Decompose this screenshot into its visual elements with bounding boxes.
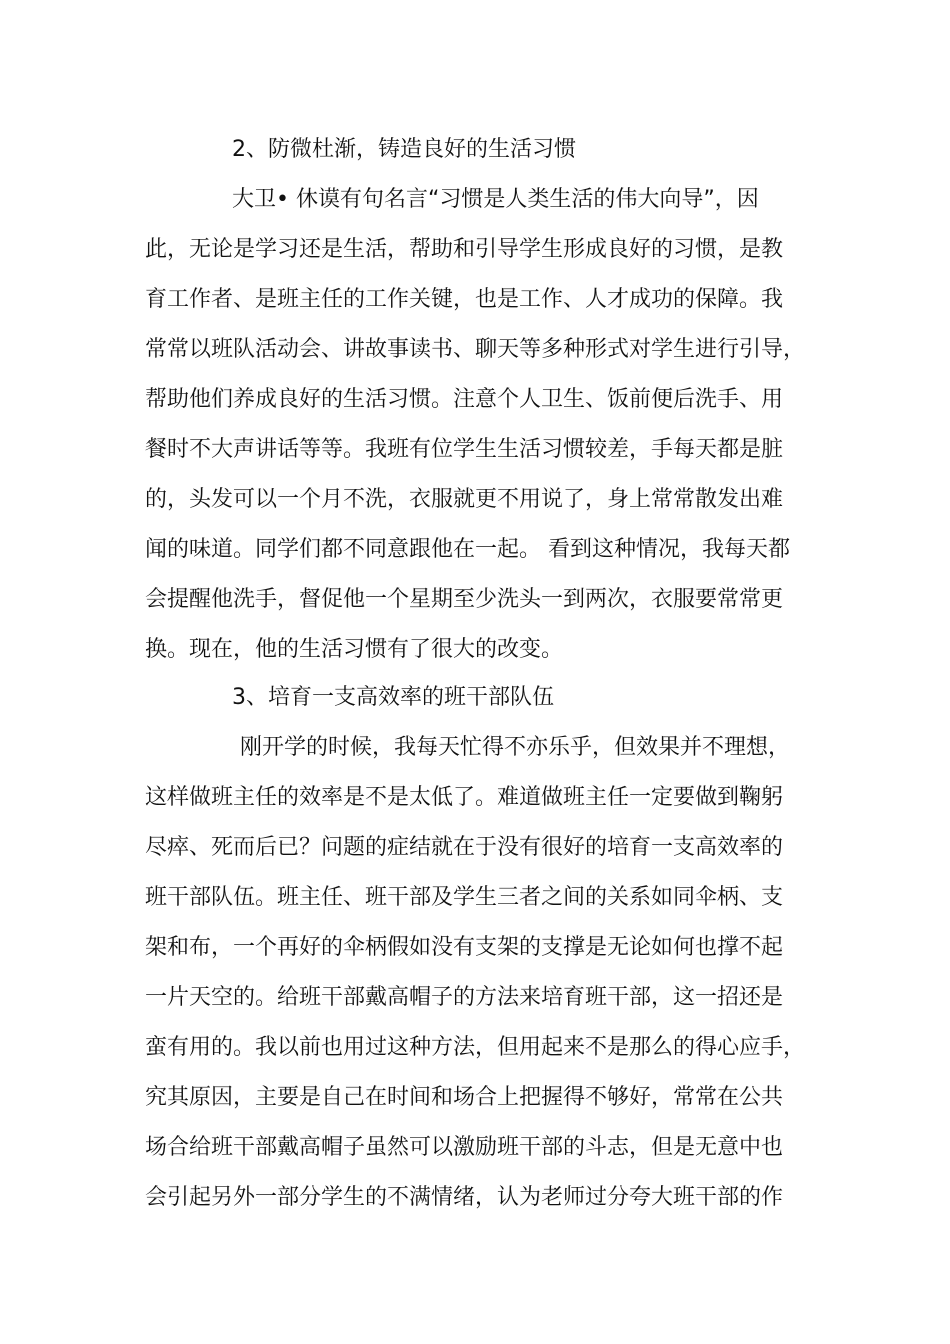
paragraph-line: 会提醒他洗手，督促他一个星期至少洗头一到两次，衣服要常常更: [145, 587, 784, 612]
paragraph-line: 究其原因，主要是自己在时间和场合上把握得不够好，常常在公共: [145, 1085, 784, 1110]
paragraph-line: 架和布，一个再好的伞柄假如没有支架的支撑是无论如何也撑不起: [145, 935, 784, 960]
section-heading-2: 2、防微杜渐，铸造良好的生活习惯: [232, 137, 576, 162]
paragraph-line: 育工作者、是班主任的工作关键，也是工作、人才成功的保障。我: [145, 287, 784, 312]
paragraph-line: 闻的味道。同学们都不同意跟他在一起。 看到这种情况，我每天都: [145, 537, 790, 562]
paragraph-line: 此，无论是学习还是生活，帮助和引导学生形成良好的习惯，是教: [145, 237, 784, 262]
paragraph-line: 这样做班主任的效率是不是太低了。难道做班主任一定要做到鞠躬: [145, 785, 784, 810]
paragraph-line: 场合给班干部戴高帽子虽然可以激励班干部的斗志，但是无意中也: [145, 1135, 784, 1160]
paragraph-line: 餐时不大声讲话等等。我班有位学生生活习惯较差，手每天都是脏: [145, 437, 784, 462]
paragraph-line: 尽瘁、死而后已？问题的症结就在于没有很好的培育一支高效率的: [145, 835, 784, 860]
paragraph-line: 帮助他们养成良好的生活习惯。注意个人卫生、饭前便后洗手、用: [145, 387, 784, 412]
paragraph-line: 一片天空的。给班干部戴高帽子的方法来培育班干部，这一招还是: [145, 985, 784, 1010]
paragraph-line: 常常以班队活动会、讲故事读书、聊天等多种形式对学生进行引导，: [145, 337, 806, 362]
section-heading-3: 3、培育一支高效率的班干部队伍: [232, 685, 554, 710]
paragraph-line: 蛮有用的。我以前也用过这种方法，但用起来不是那么的得心应手，: [145, 1035, 806, 1060]
paragraph-line: 的，头发可以一个月不洗，衣服就更不用说了，身上常常散发出难: [145, 487, 784, 512]
paragraph-line: 会引起另外一部分学生的不满情绪，认为老师过分夸大班干部的作: [145, 1185, 784, 1210]
paragraph-line: 换。现在，他的生活习惯有了很大的改变。: [145, 637, 564, 662]
paragraph-line: 刚开学的时候，我每天忙得不亦乐乎，但效果并不理想，: [240, 735, 791, 760]
paragraph-line: 大卫• 休谟有句名言“习惯是人类生活的伟大向导”，因: [232, 187, 759, 212]
paragraph-line: 班干部队伍。班主任、班干部及学生三者之间的关系如同伞柄、支: [145, 885, 784, 910]
